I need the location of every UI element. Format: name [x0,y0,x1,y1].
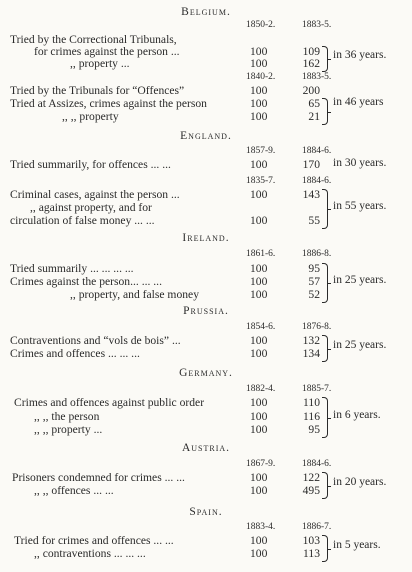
period-start-year: 1835-7. [246,176,276,186]
period-end-year: 1883-5. [302,20,332,30]
later-value: 52 [308,288,320,301]
later-value: 95 [308,423,320,436]
base-value: 100 [250,275,268,288]
later-value: 110 [303,396,320,409]
section-heading: Prussia. [183,305,229,317]
period-start-year: 1883-4. [246,522,276,532]
bracket-brace [322,472,328,499]
row-label: Crimes against the person... ... ... [10,275,162,288]
base-value: 100 [250,547,268,560]
interval-note: in 55 years. [333,200,387,212]
row-label: Tried summarily ... ... ... ... [10,262,134,275]
period-end-year: 1884-6. [302,176,332,186]
base-value: 100 [250,484,268,497]
section-heading: Belgium. [181,6,231,18]
interval-note: in 46 years [333,96,384,108]
base-value: 100 [250,214,268,227]
bracket-brace [322,46,328,72]
bracket-brace [322,98,328,125]
period-end-year: 1883-5. [302,72,332,82]
later-value: 162 [302,57,320,70]
table-row [0,423,412,437]
later-value: 495 [302,484,320,497]
period-end-year: 1886-8. [302,249,332,259]
interval-note: in 6 years. [333,409,381,421]
section-heading: England. [180,130,232,142]
period-start-year: 1882-4. [246,384,276,394]
table-row [0,288,412,302]
later-value: 57 [308,275,320,288]
period-end-year: 1884-6. [302,146,332,156]
row-label: Crimes and offences against public order [14,396,205,409]
bracket-brace [322,397,328,438]
row-label: Tried by the Tribunals for “Offences” [10,84,185,97]
row-label: for crimes against the person ... [34,45,180,58]
row-label: Contraventions and “vols de bois” ... [10,334,181,347]
period-end-year: 1886-7. [302,522,332,532]
row-label: Prisoners condemned for crimes ... ... [12,471,185,484]
row-label: Criminal cases, against the person ... [10,188,180,201]
base-value: 100 [250,396,268,409]
interval-note: in 25 years. [333,339,387,351]
row-label: ,, ,, offences ... ... [34,484,114,497]
base-value: 100 [250,110,268,123]
base-value: 100 [250,97,268,110]
period-start-year: 1840-2. [246,72,276,82]
later-value: 134 [302,347,320,360]
base-value: 100 [250,188,268,201]
later-value: 132 [302,334,320,347]
period-end-year: 1885-7. [302,384,332,394]
period-start-year: 1850-2. [246,20,276,30]
row-label: Tried for crimes and offences ... ... [14,534,174,547]
base-value: 100 [250,262,268,275]
later-value: 55 [308,214,320,227]
section-heading: Austria. [181,442,231,454]
later-value: 95 [308,262,320,275]
base-value: 100 [250,410,268,423]
row-label: ,, against property, and for [30,201,152,214]
later-value: 116 [303,410,320,423]
later-value: 170 [302,158,320,171]
period-start-year: 1857-9. [246,146,276,156]
bracket-brace [322,535,328,562]
table-row [0,110,412,124]
row-label: ,, contraventions ... ... ... [34,547,146,560]
later-value: 143 [302,188,320,201]
base-value: 100 [250,45,268,58]
row-label: ,, property ... [70,57,130,70]
later-value: 21 [308,110,320,123]
bracket-brace [322,189,328,229]
row-label: circulation of false money ... ... [10,214,155,227]
row-label: Tried summarily, for offences ... ... [10,158,171,171]
interval-note: in 36 years. [333,49,387,61]
row-label: Tried at Assizes, crimes against the person [10,97,207,110]
table-row [0,396,412,410]
row-label: Crimes and offences ... ... ... [10,347,140,360]
interval-note: in 25 years. [333,274,387,286]
base-value: 100 [250,84,268,97]
period-end-year: 1876-8. [302,322,332,332]
row-label: ,, ,, property ... [34,423,103,436]
base-value: 100 [250,158,268,171]
base-value: 100 [250,57,268,70]
later-value: 200 [302,84,320,97]
interval-note: in 5 years. [333,539,381,551]
period-start-year: 1854-6. [246,322,276,332]
later-value: 109 [302,45,320,58]
period-start-year: 1867-9. [246,459,276,469]
later-value: 103 [302,534,320,547]
period-end-year: 1884-6. [302,459,332,469]
table-row [0,214,412,228]
bracket-brace [322,335,328,362]
bracket-brace [322,263,328,303]
interval-note: in 20 years. [333,476,387,488]
row-label: ,, property, and false money [70,288,199,301]
later-value: 65 [308,97,320,110]
later-value: 113 [303,547,320,560]
later-value: 122 [302,471,320,484]
row-label: Tried by the Correctional Tribunals, [10,33,177,46]
section-heading: Germany. [179,367,233,379]
base-value: 100 [250,288,268,301]
section-heading: Ireland. [182,232,230,244]
base-value: 100 [250,534,268,547]
base-value: 100 [250,471,268,484]
base-value: 100 [250,347,268,360]
row-label: ,, ,, the person [34,410,100,423]
base-value: 100 [250,423,268,436]
base-value: 100 [250,334,268,347]
section-heading: Spain. [189,506,223,518]
row-label: ,, ,, property [62,110,119,123]
period-start-year: 1861-6. [246,249,276,259]
interval-note: in 30 years. [333,157,387,169]
